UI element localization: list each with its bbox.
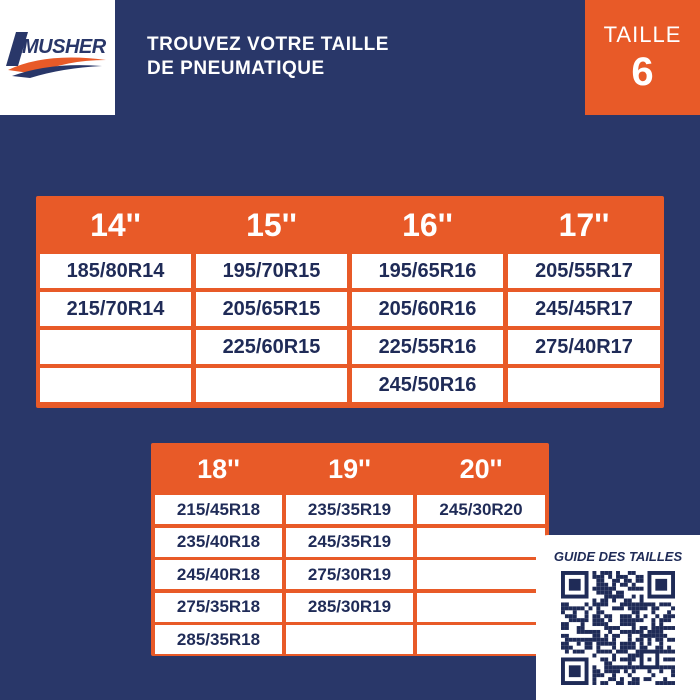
table-cell — [40, 330, 191, 364]
table-cell: 245/30R20 — [417, 495, 545, 524]
brand-name: MUSHER — [22, 36, 106, 58]
column-header: 15'' — [246, 206, 297, 243]
table-cell: 215/45R18 — [155, 495, 282, 524]
qr-title: GUIDE DES TAILLES — [553, 549, 683, 564]
table-cell — [40, 368, 191, 402]
table-cell: 245/40R18 — [155, 560, 282, 589]
qr-card[interactable] — [536, 535, 700, 700]
table-cell: 235/40R18 — [155, 528, 282, 557]
table-column-20 — [417, 443, 545, 658]
table-cell — [417, 625, 545, 654]
table-column-15 — [196, 196, 347, 406]
table-cell: 245/45R17 — [508, 292, 660, 326]
table-cell: 275/40R17 — [508, 330, 660, 364]
table-cell — [286, 625, 413, 654]
size-badge — [585, 0, 700, 115]
qr-code-icon[interactable] — [561, 571, 675, 685]
size-label: TAILLE — [603, 22, 682, 47]
brand-logo — [0, 0, 115, 115]
table-column-16 — [352, 196, 503, 406]
column-header: 16'' — [402, 206, 453, 243]
table-cell: 195/70R15 — [196, 254, 347, 288]
table-cell — [417, 528, 545, 557]
table-column-17 — [508, 196, 660, 406]
table-cell — [417, 560, 545, 589]
table-column-18 — [155, 443, 282, 658]
page-title — [147, 33, 389, 81]
table-cell: 205/65R15 — [196, 292, 347, 326]
table-cell: 285/35R18 — [155, 625, 282, 654]
table-cell — [196, 368, 347, 402]
table-cell: 215/70R14 — [40, 292, 191, 326]
table-cell: 235/35R19 — [286, 495, 413, 524]
size-number: 6 — [631, 50, 654, 94]
table-cell: 225/60R15 — [196, 330, 347, 364]
column-header: 19'' — [328, 453, 371, 484]
column-header: 14'' — [90, 206, 141, 243]
table-column-19 — [286, 443, 413, 658]
column-header: 20'' — [459, 453, 503, 484]
table-cell: 185/80R14 — [40, 254, 191, 288]
table-cell: 245/35R19 — [286, 528, 413, 557]
table-cell: 225/55R16 — [352, 330, 503, 364]
table-cell: 275/30R19 — [286, 560, 413, 589]
title-line-1: TROUVEZ VOTRE TAILLE — [147, 34, 389, 55]
table-cell: 195/65R16 — [352, 254, 503, 288]
table-cell — [417, 593, 545, 622]
table-cell: 285/30R19 — [286, 593, 413, 622]
column-header: 18'' — [197, 453, 240, 484]
table-cell: 245/50R16 — [352, 368, 503, 402]
table-cell — [508, 368, 660, 402]
table-cell: 205/60R16 — [352, 292, 503, 326]
tire-size-table-top — [36, 196, 664, 408]
title-line-2: DE PNEUMATIQUE — [147, 58, 325, 79]
column-header: 17'' — [558, 206, 610, 243]
table-column-14 — [40, 196, 191, 406]
table-cell: 275/35R18 — [155, 593, 282, 622]
tire-size-table-bottom — [151, 443, 549, 656]
table-cell: 205/55R17 — [508, 254, 660, 288]
